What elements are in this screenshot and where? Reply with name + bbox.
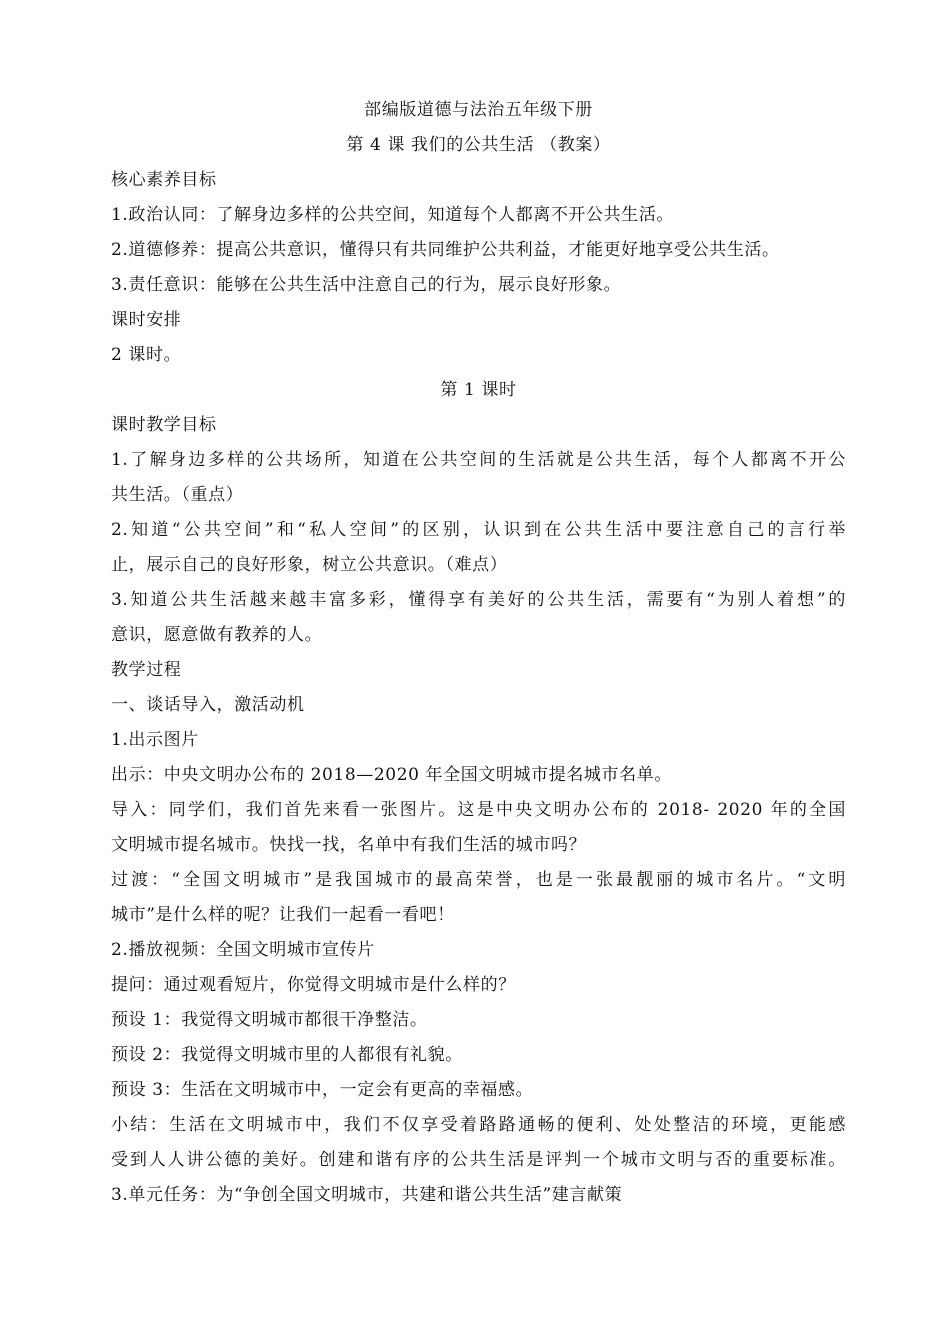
objective-3-line-1: 3.知道公共生活越来越丰富多彩，懂得享有美好的公共生活，需要有“为别人着想”的 [111,590,846,610]
transition-line-2: 城市”是什么样的呢？让我们一起看一看吧！ [111,905,455,925]
step-2-heading: 2.播放视频：全国文明城市宣传片 [111,940,375,960]
intro-line-1: 导入：同学们，我们首先来看一张图片。这是中央文明办公布的 2018- 2020 年的全国 [111,800,846,820]
step-3-heading: 3.单元任务：为“争创全国文明城市，共建和谐公共生活”建言献策 [111,1185,623,1205]
summary-line-1: 小结：生活在文明城市中，我们不仅享受着路路通畅的便利、处处整洁的环境，更能感 [111,1115,846,1135]
objective-1-line-2: 共生活。（重点） [111,485,244,505]
preset-2: 预设 2：我觉得文明城市里的人都很有礼貌。 [111,1045,463,1065]
schedule-value: 2 课时。 [111,345,182,365]
process-heading: 教学过程 [111,660,182,680]
document-title: 部编版道德与法治五年级下册 [364,100,593,120]
show-text: 出示：中央文明办公布的 2018—2020 年全国文明城市提名城市名单。 [111,765,672,785]
objectives-heading: 课时教学目标 [111,415,217,435]
intro-line-2: 文明城市提名城市。快找一找，名单中有我们生活的城市吗？ [111,835,587,855]
question-text: 提问：通过观看短片，你觉得文明城市是什么样的？ [111,975,516,995]
schedule-heading: 课时安排 [111,310,182,330]
summary-line-2: 受到人人讲公德的美好。创建和谐有序的公共生活是评判一个城市文明与否的重要标准。 [111,1150,846,1170]
preset-3: 预设 3：生活在文明城市中，一定会有更高的幸福感。 [111,1080,534,1100]
section-1-heading: 一、谈话导入，激活动机 [111,695,305,715]
lesson-subtitle: 第 4 课 我们的公共生活 （教案） [346,135,611,155]
objective-2-line-1: 2.知道“公共空间”和“私人空间”的区别，认识到在公共生活中要注意自己的言行举 [111,520,846,540]
core-goal-2: 2.道德修养：提高公共意识，懂得只有共同维护公共利益，才能更好地享受公共生活。 [111,240,780,260]
transition-line-1: 过渡：“全国文明城市”是我国城市的最高荣誉，也是一张最靓丽的城市名片。“文明 [111,870,846,890]
core-goals-heading: 核心素养目标 [111,170,217,190]
lesson-title: 第 1 课时 [440,380,517,400]
objective-3-line-2: 意识，愿意做有教养的人。 [111,625,323,645]
core-goal-1: 1.政治认同：了解身边多样的公共空间，知道每个人都离不开公共生活。 [111,205,675,225]
preset-1: 预设 1：我觉得文明城市都很干净整洁。 [111,1010,428,1030]
objective-1-line-1: 1.了解身边多样的公共场所，知道在公共空间的生活就是公共生活，每个人都离不开公 [111,450,846,470]
objective-2-line-2: 止，展示自己的良好形象，树立公共意识。（难点） [111,555,508,575]
core-goal-3: 3.责任意识：能够在公共生活中注意自己的行为，展示良好形象。 [111,275,622,295]
step-1-heading: 1.出示图片 [111,730,199,750]
